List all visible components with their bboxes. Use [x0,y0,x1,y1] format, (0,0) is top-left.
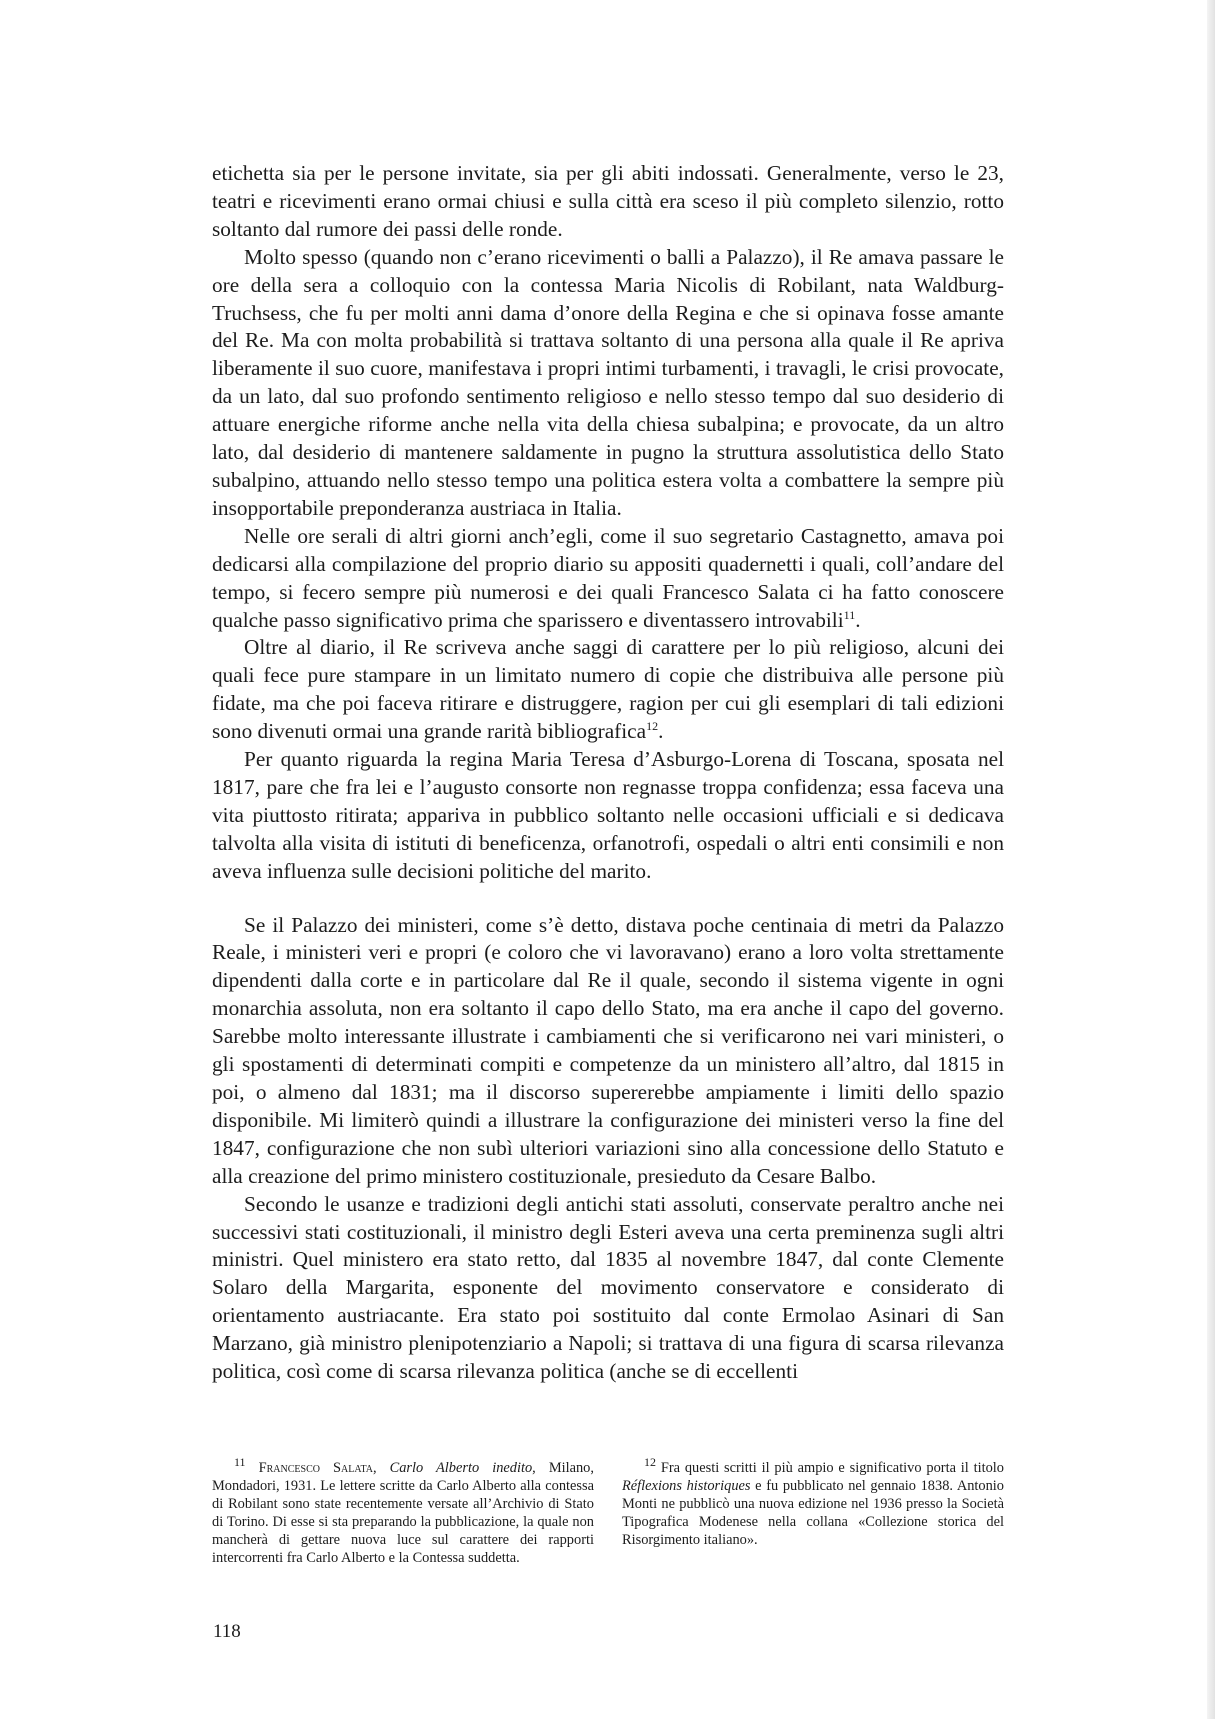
footnote-11 [212,1455,594,1567]
footnote-11-title: Carlo Alberto inedito [389,1460,533,1476]
paragraph-2: Molto spesso (quando non c’erano ricevimenti o balli a Palazzo), il Re amava passare le ore della sera a colloquio con la contessa Maria Nicolis di Robilant, nata Waldburg-Truchsess, che fu per molti anni dama d’onore della Regina e che si opinava fosse amante del Re. Ma con molta probabilità si trattava soltanto di una persona alla quale il Re apriva liberamente il suo cuore, manifestava i propri intimi turbamenti, i travagli, le crisi provocate, da un lato, dal suo profondo sentimento religioso e nello stesso tempo dal suo desiderio di attuare energiche riforme anche nella vita della chiesa subalpina; e provocate, da un altro lato, dal desiderio di mantenere saldamente in pugno la struttura assolutistica dello Stato subalpino, attuando nello stesso tempo una politica estera volta a combattere la sempre più insopportabile preponderanza austriaca in Italia. [212,244,1004,520]
paragraph-7: Secondo le usanze e tradizioni degli antichi stati assoluti, conservate peraltro anche nei successivi stati costituzionali, il ministro degli Esteri aveva una certa preminenza sugli altri ministri. Quel ministero era stato retto, dal 1835 al novembre 1847, dal conte Clemente Solaro della Margarita, esponente del movimento conservatore e considerato di orientamento austriacante. Era stato poi sostituito dal conte Ermolao Asinari di San Marzano, già ministro plenipotenziario a Napoli; si trattava di una figura di scarsa rilevanza politica, così come di scarsa rilevanza politica (anche se di eccellenti [212,1191,1004,1384]
paragraph-4-text: Oltre al diario, il Re scriveva anche saggi di carattere per lo più religioso, alcuni dei quali fece pure stampare in un limitato numero di copie che distribuiva alle persone più fidate, ma che poi faceva ritirare e distruggere, ragion per cui gli esemplari di tali edizioni sono divenuti ormai una grande rarità bibliografica [212,635,1004,744]
page-number: 118 [213,1621,241,1642]
paragraph-5: Per quanto riguarda la regina Maria Teresa d’Asburgo-Lorena di Toscana, sposata nel 1817, pare che fra lei e l’augusto consorte non regnasse troppa confidenza; essa faceva una vita piuttosto ritirata; appariva in pubblico soltanto nelle occasioni ufficiali e si dedicava talvolta alla visita di istituti di beneficenza, orfanotrofi, ospedali o altri enti consimili e non aveva influenza sulle decisioni politiche del marito. [212,747,1004,883]
footnote-11-number: 11 [234,1455,246,1470]
paragraph-4-end: . [658,719,664,744]
footnote-12-text-b: e fu pubblicato nel gennaio 1838. Antonio Monti ne pubblicò una nuova edizione nel 1936 presso la Società Tipografica Modenese nella collana «Collezione storica del Risorgimento italiano». [622,1478,1004,1548]
footnotes [212,1455,1004,1567]
paragraph-1: etichetta sia per le persone invitate, sia per gli abiti indossati. Generalmente, verso le 23, teatri e ricevimenti erano ormai chiusi e sulla città era sceso il più completo silenzio, rotto soltanto dal rumore dei passi delle ronde. [212,161,1004,241]
paragraph-3-text: Nelle ore serali di altri giorni anch’egli, come il suo segretario Castagnetto, amava poi dedicarsi alla compilazione del proprio diario su appositi quadernetti i quali, coll’andare del tempo, si fecero sempre più numerosi e dei quali Francesco Salata ci ha fatto conoscere qualche passo significativo prima che sparissero e diventassero introvabili [212,523,1004,632]
footnote-ref-11: 11 [843,607,856,622]
footnote-11-text: , Milano, Mondadori, 1931. Le lettere scritte da Carlo Alberto alla contessa di Robilant sono state recentemente versate all’Archivio di Stato di Torino. Di esse si sta preparando la pubblicazione, la quale non mancherà di gettare nuova luce sul carattere dei rapporti intercorrenti fra Carlo Alberto e la Contessa suddetta. [212,1460,594,1566]
footnote-12-text-a: Fra questi scritti il più ampio e significativo porta il titolo [656,1460,1004,1476]
footnote-11-separator: , [372,1460,390,1476]
paragraph-3 [212,523,1004,635]
footnote-12-title: Réflexions historiques [622,1478,751,1494]
main-text [212,160,1004,1386]
page-edge [1207,0,1215,1719]
footnote-11-author: Francesco Salata [258,1460,373,1476]
footnote-ref-12: 12 [646,719,659,734]
footnote-12-number: 12 [644,1455,656,1470]
paragraph-3-end: . [855,607,861,632]
paragraph-6: Se il Palazzo dei ministeri, come s’è detto, distava poche centinaia di metri da Palazzo Reale, i ministeri veri e propri (e coloro che vi lavoravano) erano a loro volta strettamente dipendenti dalla corte e in particolare dal Re il quale, secondo il sistema vigente in ogni monarchia assoluta, non era soltanto il capo dello Stato, ma era anche il capo del governo. Sarebbe molto interessante illustrate i cambiamenti che si verificarono nei vari ministeri, o gli spostamenti di determinati compiti e competenze da un ministero all’altro, dal 1815 in poi, o almeno dal 1831; ma il discorso supererebbe ampiamente i limiti dello spazio disponibile. Mi limiterò quindi a illustrare la configurazione dei ministeri verso la fine del 1847, configurazione che non subì ulteriori variazioni sino alla concessione dello Statuto e alla creazione del primo ministero costituzionale, presieduto da Cesare Balbo. [212,912,1004,1188]
footnote-12 [622,1455,1004,1549]
paragraph-4 [212,634,1004,746]
